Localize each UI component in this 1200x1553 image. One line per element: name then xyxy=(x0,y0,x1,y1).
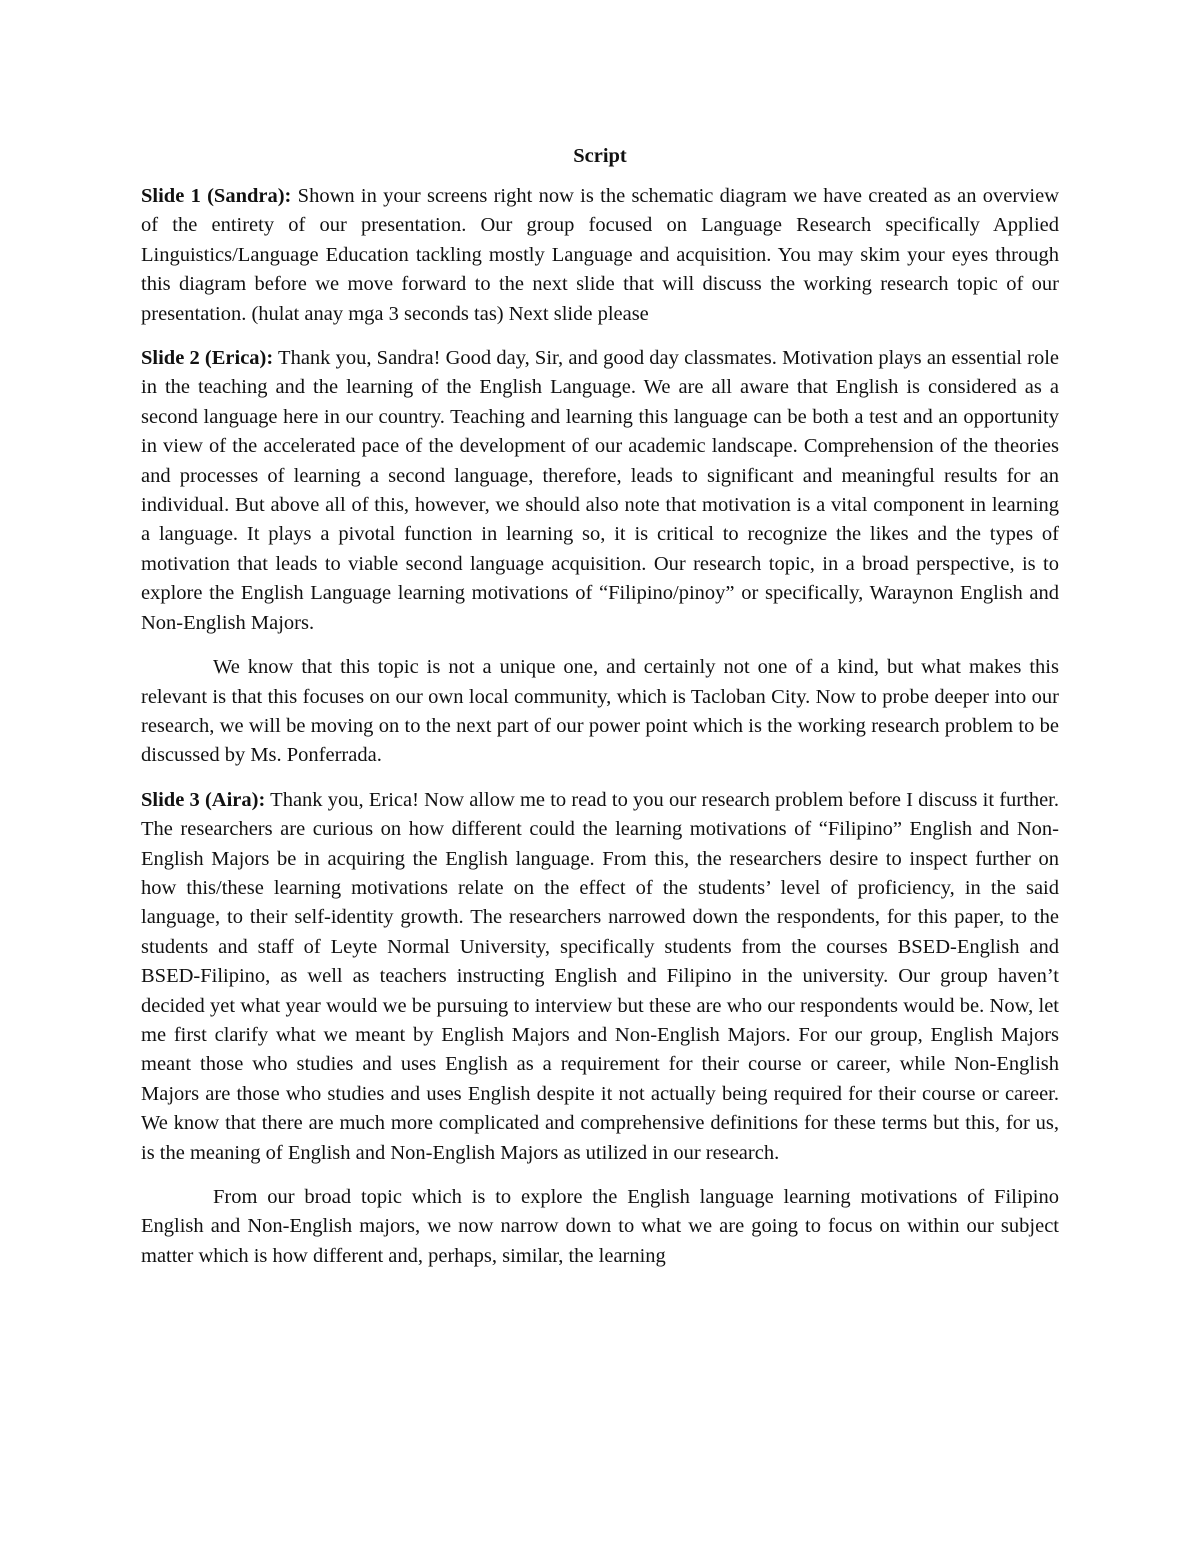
document-body xyxy=(141,140,1059,1271)
paragraph-slide-2 xyxy=(141,344,1059,638)
paragraph-slide-3-continued xyxy=(141,1183,1059,1271)
paragraph-slide-2-continued xyxy=(141,653,1059,771)
paragraph-text-slide-3-continued: From our broad topic which is to explore the English language learning motivations of Filipino English and Non-English majors, we now narrow down to what we are going to focus on within our subject matter which is how different and, perhaps, similar, the learning xyxy=(141,1186,1059,1267)
paragraph-text-slide-1: Shown in your screens right now is the schematic diagram we have created as an overview of the entirety of our presentation. Our group focused on Language Research specifically Applied Linguistics/Language Education tackling mostly Language and acquisition. You may skim your eyes through this diagram before we move forward to the next slide that will discuss the working research topic of our presentation. (hulat anay mga 3 seconds tas) Next slide please xyxy=(141,185,1059,325)
paragraph-slide-1 xyxy=(141,182,1059,329)
paragraph-text-slide-3: Thank you, Erica! Now allow me to read to you our research problem before I discuss it further. The researchers are curious on how different could the learning motivations of “Filipino” English and Non-English Majors be in acquiring the English language. From this, the researchers desire to inspect further on how this/these learning motivations relate on the effect of the students’ level of proficiency, in the said language, to their self-identity growth. The researchers narrowed down the respondents, for this paper, to the students and staff of Leyte Normal University, specifically students from the courses BSED-English and BSED-Filipino, as well as teachers instructing English and Filipino in the university. Our group haven’t decided yet what year would we be pursuing to interview but these are who our respondents would be. Now, let me first clarify what we meant by English Majors and Non-English Majors. For our group, English Majors meant those who studies and uses English as a requirement for their course or career, while Non-English Majors are those who studies and uses English despite it not actually being required for their course or career. We know that there are much more complicated and comprehensive definitions for these terms but this, for us, is the meaning of English and Non-English Majors as utilized in our research. xyxy=(141,788,1060,1164)
speaker-label-slide-3: Slide 3 (Aira): xyxy=(141,788,266,811)
speaker-label-slide-1: Slide 1 (Sandra): xyxy=(141,185,292,207)
paragraph-text-slide-2: Thank you, Sandra! Good day, Sir, and good day classmates. Motivation plays an essential role in the teaching and the learning of the English Language. We are all aware that English is considered as a second language here in our country. Teaching and learning this language can be both a test and an opportunity in view of the accelerated pace of the development of our academic landscape. Comprehension of the theories and processes of learning a second language, therefore, leads to significant and meaningful results for an individual. But above all of this, however, we should also note that motivation is a vital component in learning a language. It plays a pivotal function in learning so, it is critical to recognize the likes and the types of motivation that leads to viable second language acquisition. Our research topic, in a broad perspective, is to explore the English Language learning motivations of “Filipino/pinoy” or specifically, Waraynon English and Non-English Majors. xyxy=(141,347,1059,634)
document-title: Script xyxy=(573,145,627,167)
paragraph-text-slide-2-continued: We know that this topic is not a unique one, and certainly not one of a kind, but what makes this relevant is that this focuses on our own local community, which is Tacloban City. Now to probe deeper into our research, we will be moving on to the next part of our power point which is the working research problem to be discussed by Ms. Ponferrada. xyxy=(141,656,1059,767)
speaker-label-slide-2: Slide 2 (Erica): xyxy=(141,347,274,370)
paragraph-slide-3 xyxy=(141,786,1059,1168)
